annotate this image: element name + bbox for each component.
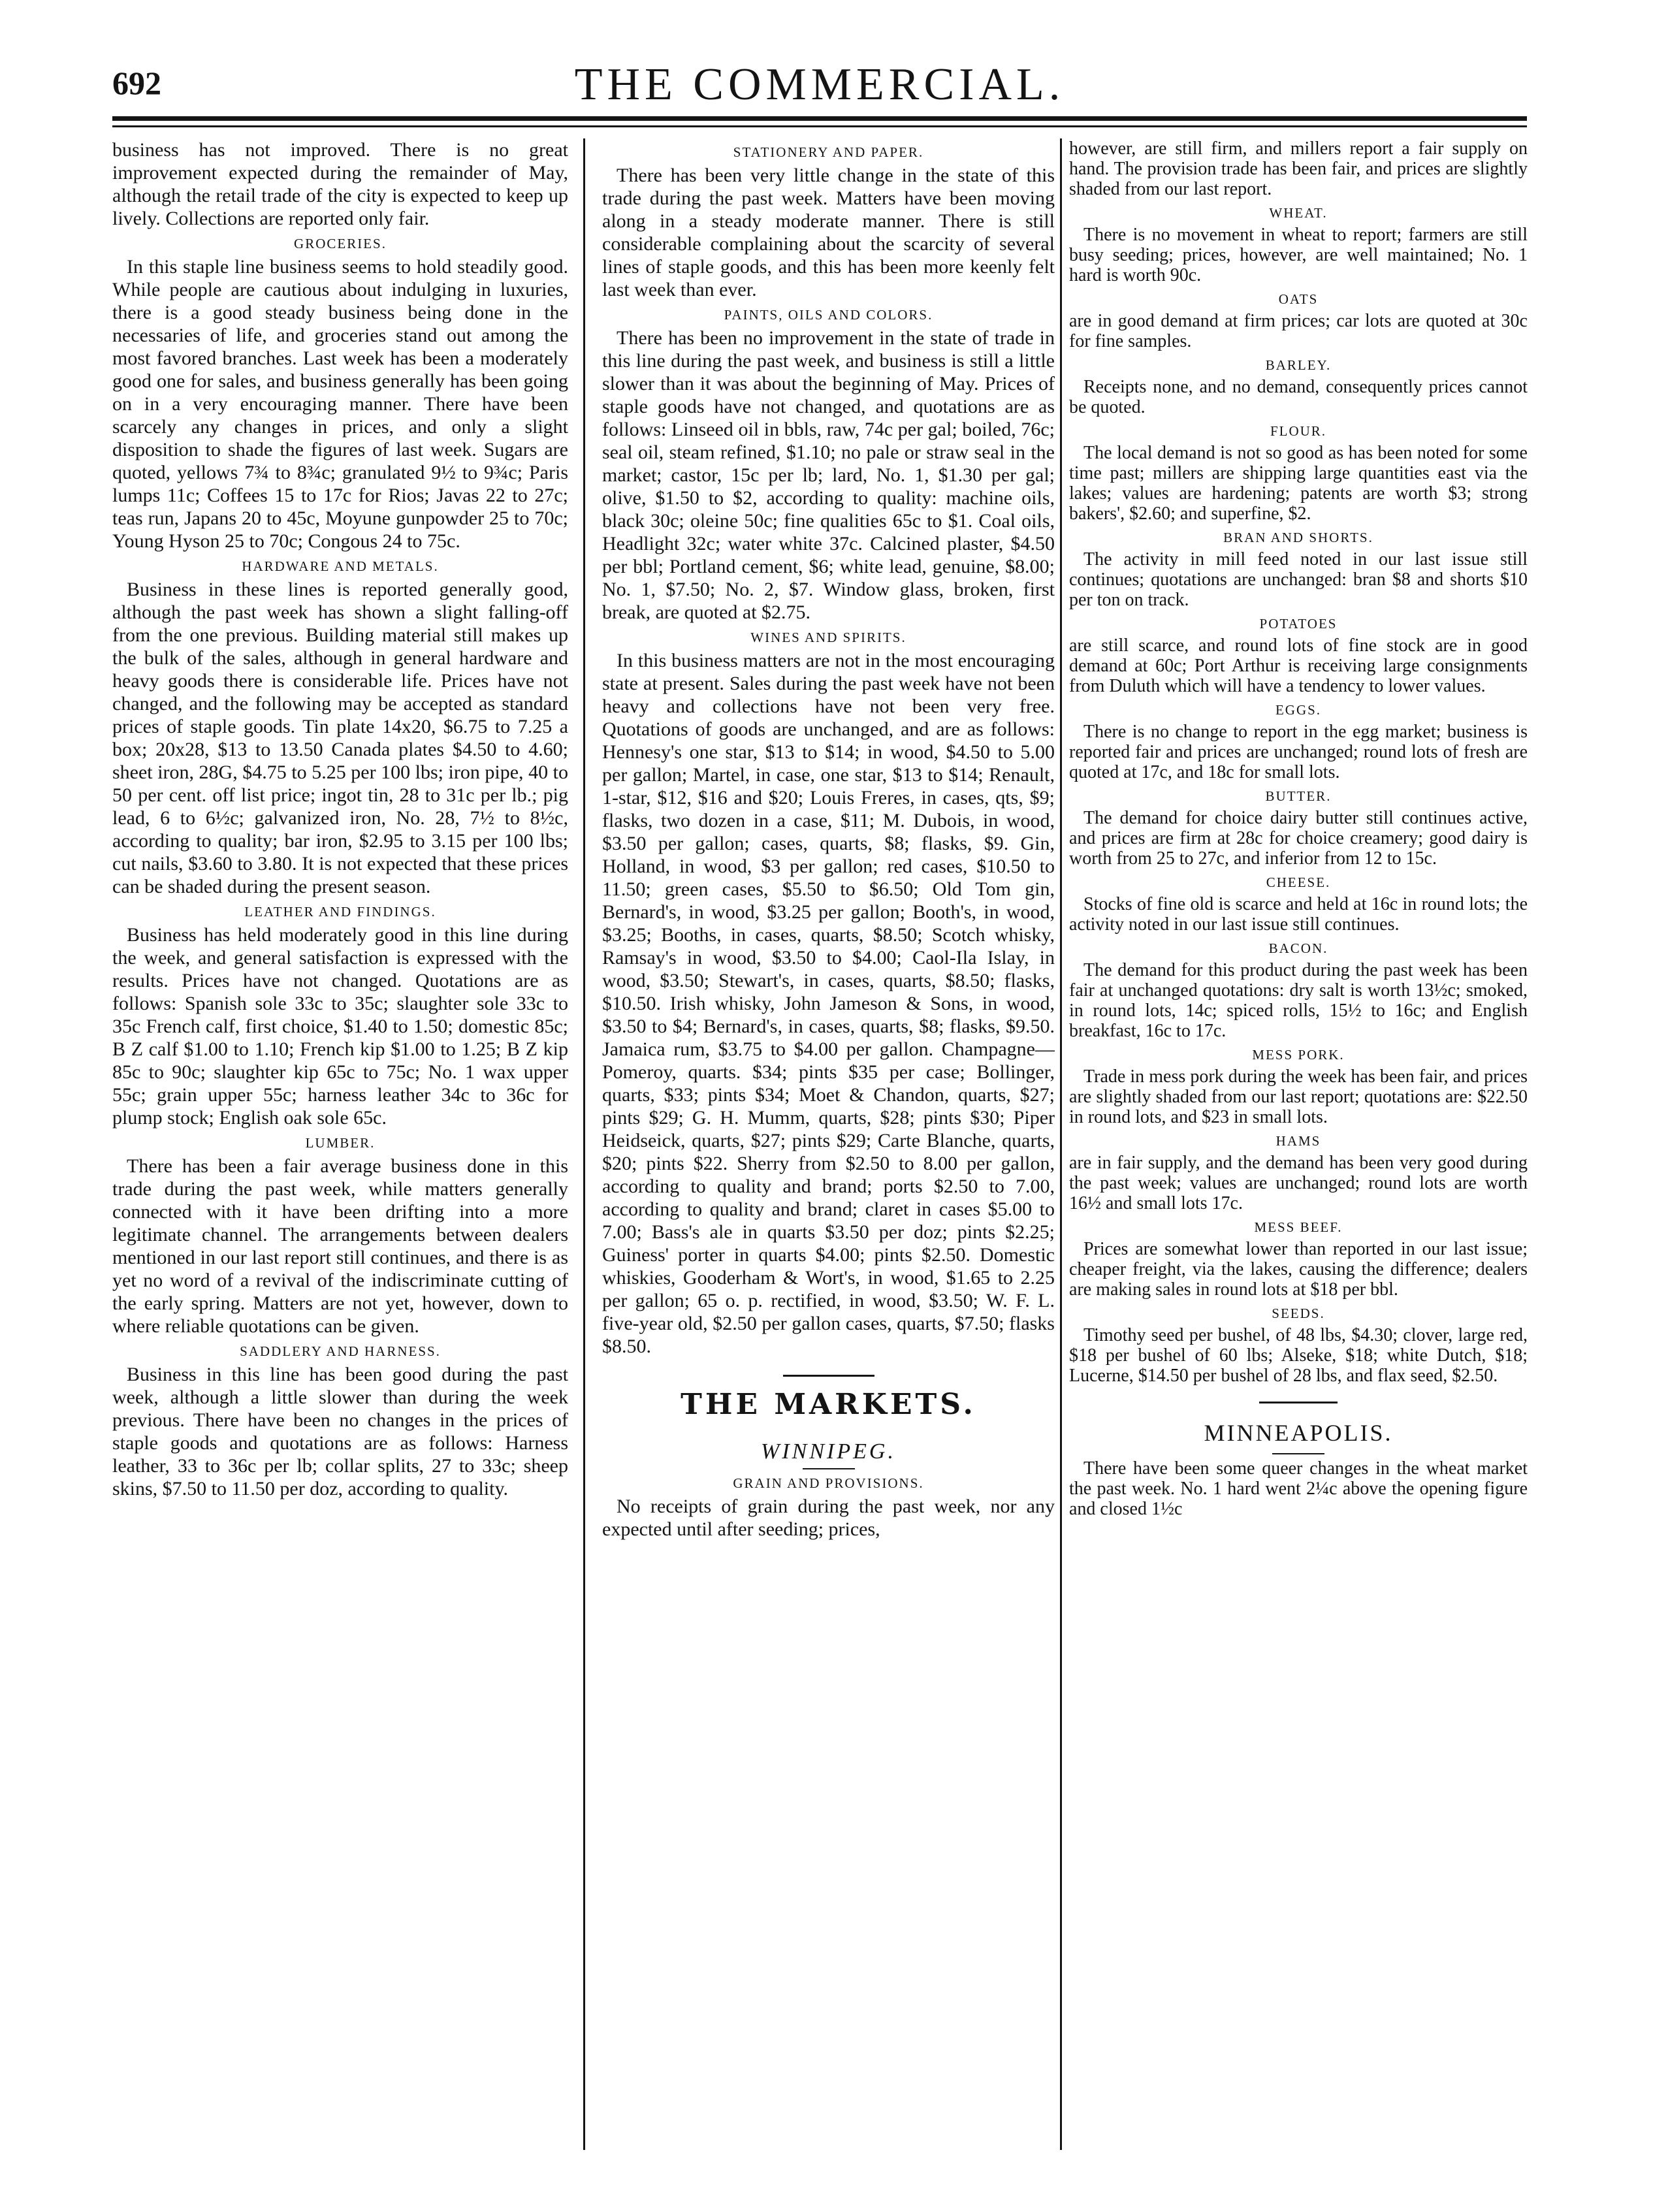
section-body-bacon: The demand for this product during the past week has been fair at unchanged quotations: dry salt is worth 13½c; smoked, in round lots, 14c; spiced rolls, 15½ to 16c; and English breakfast, 16c to 17c.: [1069, 960, 1528, 1041]
journal-title: THE COMMERCIAL.: [574, 59, 1065, 110]
section-body-saddlery: Business in this line has been good during the past week, although a little slower than during the week previous. There have been no changes in the prices of staple goods and quotations are as follows: Harness leather, 33 to 36c per lb; collar splits, 27 to 33c; sheep skins, $7.50 to 11.50 per doz, according to quality.: [112, 1364, 568, 1499]
column-divider-1: [583, 138, 585, 2150]
section-body-wheat: There is no movement in wheat to report; farmers are still busy seeding; prices, however, are well maintained; No. 1 hard is worth 90c.: [1069, 225, 1528, 285]
page-number: 692: [112, 65, 161, 101]
section-heading-paints: PAINTS, OILS AND COLORS.: [724, 307, 933, 323]
section-body-seeds: Timothy seed per bushel, of 48 lbs, $4.30; clover, large red, $18 per bushel of 60 lbs; Alseke, $18; white Dutch, $18; Lucerne, $14.50 per bushel of 28 lbs, and flax seed, $2.50.: [1069, 1325, 1528, 1386]
section-heading-cheese: CHEESE.: [1266, 874, 1331, 890]
section-body-paints: There has been no improvement in the state of trade in this line during the past week, and business is still a little slower than it was about the beginning of May. Prices of staple goods have not changed, and quotations are as follows: Linseed oil in bbls, raw, 74c per gal; boiled, 76c; seal oil, steam refined, $1.10; no pale or straw seal in the market; castor, 15c per lb; lard, No. 1, $1.30 per gal; olive, $1.50 to $2, according to quality: machine oils, black 30c; oleine 50c; fine qualities 65c to $1. Coal oils, Headlight 32c; water white 37c. Calcined plaster, $4.50 per bbl; Portland cement, $6; white lead, genuine, $8.00; No. 1, $7.50; No. 2, $7. Window glass, broken, first break, are quoted at $2.75.: [602, 327, 1055, 623]
section-body-potatoes: are still scarce, and round lots of fine stock are in good demand at 60c; Port Arthur is receiving large consignments from Duluth which will have a tendency to lower values.: [1069, 635, 1528, 696]
section-body-leather: Business has held moderately good in this line during the week, and general satisfaction is expressed with the results. Prices have not changed. Quotations are as follows: Spanish sole 33c to 35c; slaughter sole 33c to 35c French calf, first choice, $1.40 to 1.50; domestic 85c; B Z calf $1.00 to 1.10; French kip $1.00 to 1.25; B Z kip 85c to 90c; slaughter kip 65c to 75c; No. 1 wax upper 55c; grain upper 55c; harness leather 34c to 36c for plump stock; English oak sole 65c.: [112, 924, 568, 1129]
section-body-grain: No receipts of grain during the past week, nor any expected until after seeding; prices,: [602, 1496, 1055, 1540]
masthead-rule-thick: [112, 116, 1527, 121]
section-heading-oats: OATS: [1278, 291, 1319, 307]
section-heading-mess-beef: MESS BEEF.: [1254, 1219, 1343, 1235]
section-body-wines: In this business matters are not in the most encouraging state at present. Sales during the past week have not been heavy and collections have not been very free. Quotations of goods are unchanged, and are as follows: Hennesy's one star, $13 to $14; in wood, $4.50 to 5.00 per gallon; Martel, in case, one star, $13 to $14; Renault, 1-star, $12, $16 and $20; Louis Freres, in cases, qts, $9; flasks, two dozen in a case, $11; M. Dubois, in wood, $3.50 per gallon; cases, quarts, $8; flasks, $9. Gin, Holland, in wood, $3 per gallon; red cases, $10.50 to 11.50; green cases, $5.50 to $6.50; Old Tom gin, Bernard's, in wood, $3.25 per gallon; Booth's, in wood, $3.25; Booths, in cases, quarts, $8.50; Scotch whisky, Ramsay's in wood, $3.50 to $4.00; Caol-Ila Islay, in wood, $3.50; Stewart's, in cases, quarts, $8.50; flasks, $10.50. Irish whisky, John Jameson & Sons, in wood, $3.50 to $4; Bernard's, in cases, quarts, $8; flasks, $9.50. Jamaica rum, $3.75 to $4.00 per gallon. Champagne—Pomeroy, quarts. $34; pints $35 per case; Bollinger, quarts, $33; pints $34; Moet & Chandon, quarts, $27; pints $29; G. H. Mumm, quarts, $28; pints $30; Piper Heidseick, quarts, $27; pints $29; Carte Blanche, quarts, $20; pints $22. Sherry from $2.50 to 8.00 per gallon, according to quality and brand; ports $2.50 to 7.00, according to quality and brand; claret in cases $5.00 to 7.00; Bass's ale in quarts $3.50 per doz; pints $2.25; Guiness' porter in quarts $4.00; pints $2.50. Domestic whiskies, Gooderham & Wort's, in wood, $1.65 to 2.25 per gallon; 65 o. p. rectified, in wood, $3.50; W. F. L. five-year old, $2.50 per gallon cases, quarts, $7.50; flasks $8.50.: [602, 650, 1055, 1357]
section-body-barley: Receipts none, and no demand, consequently prices cannot be quoted.: [1069, 377, 1528, 417]
column-1-intro: business has not improved. There is no great improvement expected during the remainder of May, although the retail trade of the city is expected to keep up lively. Collections are reported only fair.: [112, 139, 568, 229]
section-body-hams: are in fair supply, and the demand has been very good during the past week; values are unchanged; round lots are worth 16½ and small lots 17c.: [1069, 1153, 1528, 1213]
section-heading-potatoes: POTATOES: [1259, 616, 1338, 632]
column-3-intro: however, are still firm, and millers report a fair supply on hand. The provision trade has been fair, and prices are slightly shaded from our last report.: [1069, 138, 1528, 199]
minneapolis-body: There have been some queer changes in the wheat market the past week. No. 1 hard went 2¼c above the opening figure and closed 1½c: [1069, 1458, 1528, 1519]
section-heading-hams: HAMS: [1275, 1133, 1321, 1149]
section-body-groceries: In this staple line business seems to hold steadily good. While people are cautious about indulging in luxuries, there is a good steady business being done in the necessaries of life, and groceries stand out among the most favored branches. Last week has been a moderately good one for sales, and business generally has been going on in a very encouraging manner. There have been scarcely any changes in prices, and only a slight disposition to shade the figures of last week. Sugars are quoted, yellows 7¾ to 8¾c; granulated 9½ to 9¾c; Paris lumps 11c; Coffees 15 to 17c for Rios; Javas 22 to 27c; teas run, Japans 20 to 45c, Moyune gunpowder 25 to 70c; Young Hyson 25 to 70c; Congous 24 to 75c.: [112, 256, 568, 552]
minneapolis-rule-top: [1259, 1402, 1338, 1403]
section-body-hardware: Business in these lines is reported generally good, although the past week has shown a slight falling-off from the one previous. Building material still makes up the bulk of the sales, although in general hardware and heavy goods there is considerable life. Prices have not changed, and the following may be accepted as standard prices of staple goods. Tin plate 14x20, $6.75 to 7.25 a box; 20x28, $13 to 13.50 Canada plates $4.50 to 4.60; sheet iron, 28G, $4.75 to 5.25 per 100 lbs; iron pipe, 40 to 50 per cent. off list price; ingot tin, 28 to 31c per lb.; pig lead, 6 to 6½c; galvanized iron, No. 28, 7½ to 8½c, according to quality; bar iron, $2.95 to 3.15 per 100 lbs; cut nails, $3.60 to 3.80. It is not expected that these prices can be shaded during the present season.: [112, 579, 568, 897]
column-3: [1069, 138, 1528, 2170]
markets-heading: THE MARKETS.: [681, 1388, 976, 1421]
section-heading-saddlery: SADDLERY AND HARNESS.: [240, 1343, 441, 1359]
section-body-flour: The local demand is not so good as has been noted for some time past; millers are shipping large quantities east via the lakes; values are hardening; patents are worth $3; strong bakers', $2.60; and superfine, $2.: [1069, 443, 1528, 524]
section-heading-grain: GRAIN AND PROVISIONS.: [733, 1475, 924, 1491]
markets-rule: [783, 1375, 874, 1377]
section-heading-mess-pork: MESS PORK.: [1252, 1047, 1345, 1063]
section-heading-bacon: BACON.: [1268, 940, 1328, 956]
column-1: [112, 138, 568, 2170]
section-heading-leather: LEATHER AND FINDINGS.: [244, 904, 436, 920]
section-heading-flour: FLOUR.: [1270, 423, 1327, 439]
minneapolis-rule-bottom: [1272, 1453, 1324, 1454]
section-body-bran: The activity in mill feed noted in our last issue still continues; quotations are unchanged: bran $8 and shorts $10 per ton on track.: [1069, 549, 1528, 610]
section-heading-eggs: EGGS.: [1275, 702, 1322, 718]
column-divider-2: [1060, 138, 1062, 2150]
winnipeg-heading: WINNIPEG.: [761, 1439, 896, 1464]
masthead: [112, 59, 1527, 111]
minneapolis-heading: MINNEAPOLIS.: [1204, 1420, 1393, 1446]
section-heading-stationery: STATIONERY AND PAPER.: [733, 144, 924, 160]
column-2: [602, 138, 1055, 2170]
section-body-mess-beef: Prices are somewhat lower than reported in our last issue; cheaper freight, via the lakes, causing the difference; dealers are making sales in round lots at $18 per bbl.: [1069, 1239, 1528, 1300]
section-body-lumber: There has been a fair average business done in this trade during the past week, while matters generally connected with it have been drifting into a more legitimate channel. The arrangements between dealers mentioned in our last report still continues, and there is as yet no word of a revival of the indiscriminate cutting of the early spring. Matters are not yet, however, down to where reliable quotations can be given.: [112, 1155, 568, 1337]
section-body-mess-pork: Trade in mess pork during the week has been fair, and prices are slightly shaded from our last report; quotations are: $22.50 in round lots, and $23 in small lots.: [1069, 1066, 1528, 1127]
section-heading-wines: WINES AND SPIRITS.: [750, 630, 906, 645]
section-heading-bran: BRAN AND SHORTS.: [1223, 530, 1373, 545]
section-body-cheese: Stocks of fine old is scarce and held at 16c in round lots; the activity noted in our last issue still continues.: [1069, 894, 1528, 935]
section-body-butter: The demand for choice dairy butter still continues active, and prices are firm at 28c for choice creamery; good dairy is worth from 25 to 27c, and inferior from 12 to 15c.: [1069, 808, 1528, 869]
section-heading-seeds: SEEDS.: [1272, 1306, 1325, 1321]
section-heading-hardware: HARDWARE AND METALS.: [242, 558, 439, 574]
section-heading-groceries: GROCERIES.: [294, 236, 387, 251]
section-heading-barley: BARLEY.: [1265, 357, 1332, 373]
section-heading-lumber: LUMBER.: [305, 1135, 376, 1151]
section-body-oats: are in good demand at firm prices; car lots are quoted at 30c for fine samples.: [1069, 311, 1528, 351]
masthead-rule-thin: [112, 125, 1527, 127]
winnipeg-rule: [803, 1468, 855, 1469]
section-heading-wheat: WHEAT.: [1269, 205, 1328, 221]
section-body-stationery: There has been very little change in the state of this trade during the past week. Matters have been moving along in a steady moderate manner. There is still considerable complaining about the scarcity of several lines of staple goods, and this has been more keenly felt last week than ever.: [602, 165, 1055, 300]
section-heading-butter: BUTTER.: [1265, 788, 1332, 804]
section-body-eggs: There is no change to report in the egg market; business is reported fair and prices are unchanged; round lots of fresh are quoted at 17c, and 18c for small lots.: [1069, 722, 1528, 782]
